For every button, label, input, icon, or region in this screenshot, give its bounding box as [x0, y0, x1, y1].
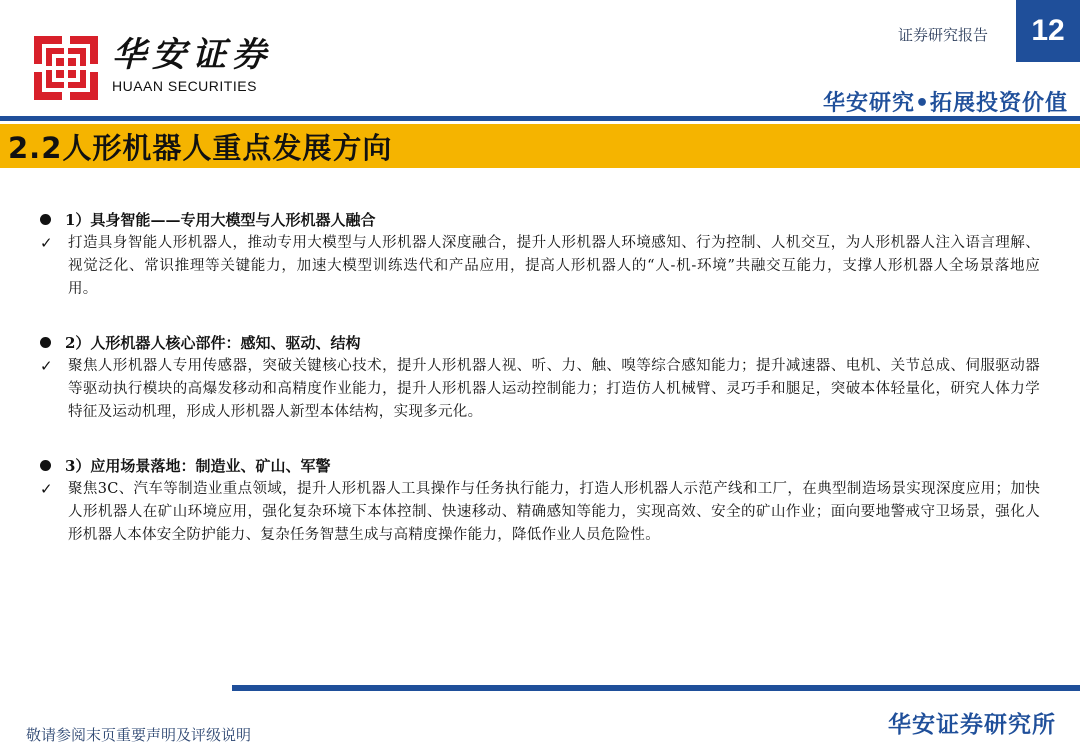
content-block-2 [40, 331, 1040, 424]
block-body-row [40, 355, 1040, 424]
logo-seal-graphic [34, 36, 98, 100]
block-body: 聚焦人形机器人专用传感器，突破关键核心技术，提升人形机器人视、听、力、触、嗅等综合感知能力；提升减速器、电机、关节总成、伺服驱动器等驱动执行模块的高爆发移动和高精度作业能力，提升人形机器人运动控制能力；打造仿人机械臂、灵巧手和腿足，突破本体轻量化，研究人体力学特征及运动机理，形成人形机器人新型本体结构，实现多元化。 [68, 358, 1040, 420]
footer-divider [232, 685, 1080, 691]
content-area [40, 208, 1040, 577]
report-type-label: 证券研究报告 [897, 26, 988, 44]
footer-disclaimer: 敬请参阅末页重要声明及评级说明 [26, 726, 252, 744]
block-body-row [40, 478, 1040, 547]
block-heading: 1）具身智能——专用大模型与人形机器人融合 [65, 210, 376, 229]
block-body-row [40, 232, 1040, 301]
bullet-icon [40, 337, 51, 348]
block-heading-row [40, 454, 1040, 476]
logo-seal-icon [34, 36, 98, 100]
content-block-1 [40, 208, 1040, 301]
header-divider [0, 116, 1080, 121]
block-heading: 3）应用场景落地：制造业、矿山、军警 [65, 456, 331, 475]
logo-english-name: HUAAN SECURITIES [112, 78, 257, 94]
block-body: 聚焦3C、汽车等制造业重点领域，提升人形机器人工具操作与任务执行能力，打造人形机器人示范产线和工厂，在典型制造场景实现深度应用；加快人形机器人在矿山环境应用，强化复杂环境下本体控制、快速移动、精确感知等能力，实现高效、安全的矿山作业；面向要地警戒守卫场景，强化人形机器人本体安全防护能力、复杂任务智慧生成与高精度操作能力，降低作业人员危险性。 [68, 481, 1040, 543]
page-number: 12 [1016, 0, 1080, 62]
logo-chinese-name: 华安证券 [112, 35, 272, 75]
header-tagline: 华安研究•拓展投资价值 [822, 91, 1068, 116]
content-block-3 [40, 454, 1040, 547]
section-title: 2.2人形机器人重点发展方向 [8, 130, 393, 165]
section-banner [0, 124, 1080, 168]
block-heading: 2）人形机器人核心部件：感知、驱动、结构 [65, 333, 361, 352]
company-logo [112, 34, 282, 94]
footer-brand: 华安证券研究所 [888, 712, 1056, 738]
block-heading-row [40, 331, 1040, 353]
block-heading-row [40, 208, 1040, 230]
bullet-icon [40, 214, 51, 225]
check-icon: ✓ [40, 480, 53, 498]
check-icon: ✓ [40, 357, 53, 375]
check-icon: ✓ [40, 234, 53, 252]
bullet-icon [40, 460, 51, 471]
block-body: 打造具身智能人形机器人，推动专用大模型与人形机器人深度融合，提升人形机器人环境感知、行为控制、人机交互，为人形机器人注入语言理解、视觉泛化、常识推理等关键能力，加速大模型训练迭代和产品应用，提高人形机器人的“人-机-环境”共融交互能力，支撑人形机器人全场景落地应用。 [68, 235, 1040, 297]
